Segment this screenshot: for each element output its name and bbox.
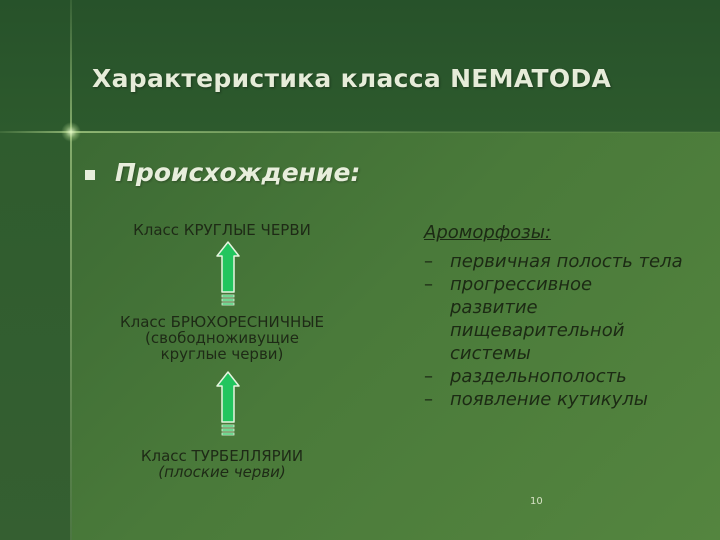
dash-icon: – <box>424 251 433 272</box>
list-item-text: появление кутикулы <box>450 389 649 410</box>
list-item <box>424 365 684 388</box>
class-gastrotricha <box>102 314 342 362</box>
class-turbellaria <box>112 448 332 480</box>
class-gastrotricha-note-2: круглые черви) <box>160 345 284 363</box>
slide-title: Характеристика класса NEMATODA <box>92 64 612 93</box>
up-arrow-icon <box>215 240 241 308</box>
list-item-text: прогрессивное развитие пищеварительной системы <box>450 274 625 364</box>
dash-icon: – <box>424 366 433 387</box>
left-band <box>0 132 72 540</box>
square-bullet-icon <box>85 170 95 180</box>
up-arrow-icon <box>215 370 241 438</box>
page-number: 10 <box>530 496 543 507</box>
class-roundworms <box>112 222 332 238</box>
class-gastrotricha-note-1: (свободноживущие <box>145 329 299 347</box>
class-turbellaria-note: (плоские черви) <box>158 463 286 481</box>
list-item <box>424 273 684 365</box>
dash-icon: – <box>424 274 433 295</box>
aromorphoses-list <box>424 250 684 411</box>
list-item <box>424 250 684 273</box>
list-item-text: раздельнополость <box>450 366 627 387</box>
class-turbellaria-label: Класс ТУРБЕЛЛЯРИИ <box>140 447 304 465</box>
list-item <box>424 388 684 411</box>
origin-heading: Происхождение: <box>115 158 361 187</box>
list-item-text: первичная полость тела <box>450 251 683 272</box>
crosshair-glow <box>61 122 81 142</box>
aromorphoses-heading: Ароморфозы: <box>424 222 552 243</box>
dash-icon: – <box>424 389 433 410</box>
class-roundworms-label: Класс КРУГЛЫЕ ЧЕРВИ <box>133 221 311 239</box>
class-gastrotricha-label: Класс БРЮХОРЕСНИЧНЫЕ <box>119 313 325 331</box>
horizontal-divider <box>0 131 720 133</box>
vertical-divider <box>70 0 72 540</box>
